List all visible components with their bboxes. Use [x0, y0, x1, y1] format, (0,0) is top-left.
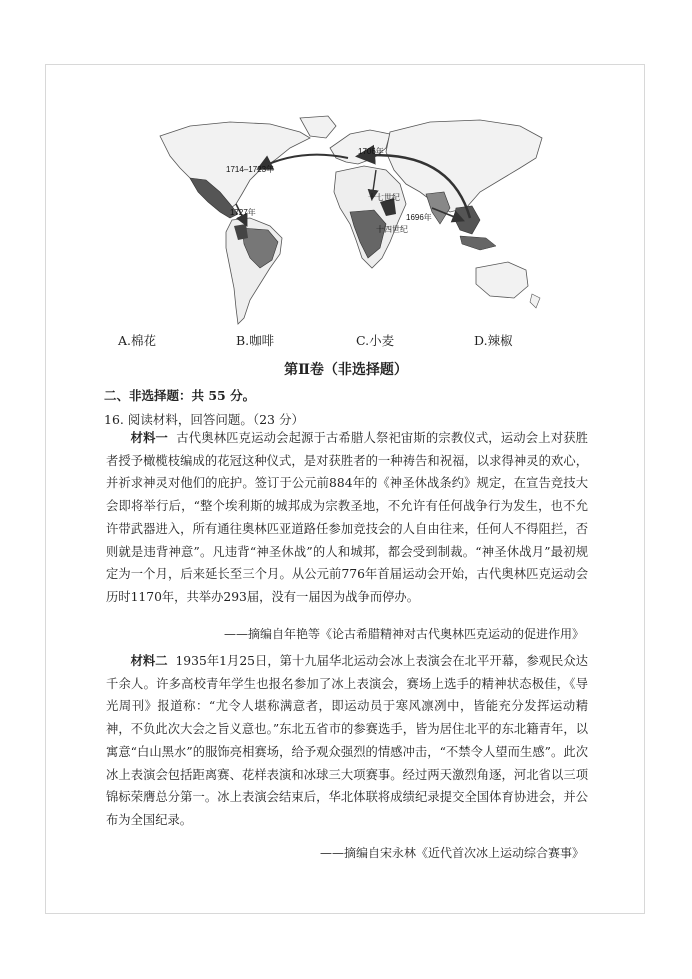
- world-map: [150, 108, 550, 333]
- material-one: [106, 427, 588, 609]
- question-line: 16. 阅读材料，回答问题。（23 分）: [104, 412, 304, 427]
- material-one-citation: ——摘编自年艳等《论古希腊精神对古代奥林匹克运动的促进作用》: [223, 627, 584, 641]
- label-1727: 1727年: [230, 208, 256, 217]
- australia: [476, 262, 528, 298]
- material-two-label: 材料二: [130, 653, 168, 668]
- answer-options: [110, 331, 570, 351]
- world-map-figure: [150, 108, 550, 333]
- material-two-text: 1935年1月25日，第十九届华北运动会冰上表演会在北平开幕，参观民众达千余人。许多高校青年学生也报名参加了冰上表演会，赛场上选手的精神状态极佳，《导光周刊》报道称：“尤令人堪称满意者，即运动员于寒风凛冽中，皆能充分发挥运动精神，不负此次大会之旨义意也。”东北五省市的参赛选手，皆为居住北平的东北籍青年，以寓意“白山黑水”的服饰亮相赛场，给予观众强烈的情感冲击，“不禁令人望而生感”。此次冰上表演会包括距离赛、花样表演和冰球三大项赛事。经过两天激烈角逐，河北省以三项锦标荣膺总分第一。冰上表演会结束后，华北体联将成绩纪录提交全国体育协进会，并公布为全国纪录。: [106, 654, 588, 827]
- label-1714: 1714–1723年: [226, 165, 275, 174]
- asia: [386, 120, 542, 212]
- option-a: A.棉花: [118, 333, 157, 348]
- material-two-citation: ——摘编自宋永林《近代首次冰上运动综合赛事》: [319, 846, 584, 860]
- greenland: [300, 116, 336, 138]
- option-b: B.咖啡: [236, 333, 275, 348]
- label-17c: 十七世纪: [368, 193, 400, 202]
- option-d: D.辣椒: [474, 333, 513, 348]
- material-one-text: 古代奥林匹克运动会起源于古希腊人祭祀宙斯的宗教仪式，运动会上对获胜者授予橄榄枝编成的花冠这种仪式，是对获胜者的一种祷告和祝福，以求得神灵的欢心，并祈求神灵对他们的庇护。签订于公元前884年的《神圣休战条约》规定，在宣告竞技大会即将举行后，“整个埃利斯的城邦成为宗教圣地，不允许有任何战争行为发生，也不允许带武器进入，所有通往奥林匹亚道路任参加竞技会的人自由往来，任何人不得阻拦，否则就是违背神意”。凡违背“神圣休战”的人和城邦，都会受到制裁。“神圣休战月”最初规定为一个月，后来延长至三个月。从公元前776年首届运动会开始，古代奥林匹克运动会历时1170年，共举办293届，没有一届因为战争而停办。: [106, 431, 588, 604]
- material-two: [106, 650, 588, 832]
- label-1706: 1706年: [358, 147, 384, 156]
- label-1696: 1696年: [406, 213, 432, 222]
- label-14c: 十四世纪: [376, 225, 408, 234]
- section-title: 第Ⅱ卷（非选择题）: [284, 362, 408, 378]
- option-c: C.小麦: [356, 333, 395, 348]
- part-heading: 二、非选择题：共 55 分。: [104, 388, 256, 403]
- material-one-label: 材料一: [130, 430, 169, 445]
